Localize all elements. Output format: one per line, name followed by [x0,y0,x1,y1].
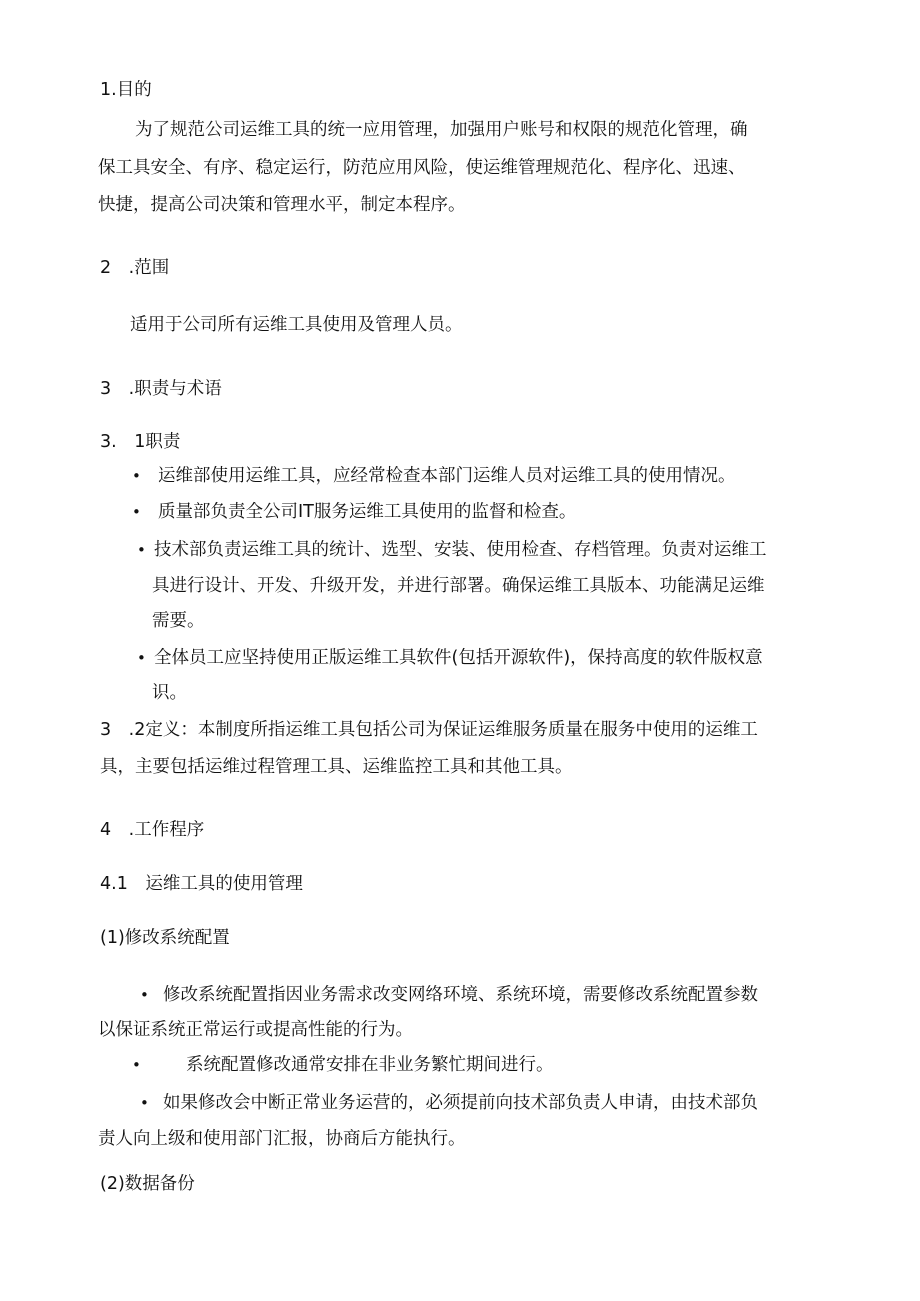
section-3-heading: 3 .职责与术语 [100,379,222,399]
bullet-marker: • [137,541,146,559]
section-4-1-heading: 4.1 运维工具的使用管理 [100,874,303,894]
section-2-heading: 2 .范围 [100,258,170,278]
section-1-para-line-2: 保工具安全、有序、稳定运行，防范应用风险，使运维管理规范化、程序化、迅速、 [98,158,746,178]
section-4-1-item-2-heading: (2)数据备份 [100,1174,195,1194]
section-3-2-line-2: 具，主要包括运维过程管理工具、运维监控工具和其他工具。 [100,757,573,777]
section-3-1-bullet-4-line-2: 识。 [152,683,187,703]
section-2-para: 适用于公司所有运维工具使用及管理人员。 [130,315,463,335]
section-3-1-bullet-3-line-2: 具进行设计、开发、升级开发，并进行部署。确保运维工具版本、功能满足运维 [152,576,765,596]
section-4-1-bullet-1-line-1: 修改系统配置指因业务需求改变网络环境、系统环境，需要修改系统配置参数 [163,985,758,1005]
section-4-heading: 4 .工作程序 [100,820,205,840]
section-3-1-bullet-3-line-1: 技术部负责运维工具的统计、选型、安装、使用检查、存档管理。负责对运维工 [154,540,767,560]
section-4-1-bullet-3-line-2: 责人向上级和使用部门汇报，协商后方能执行。 [98,1129,466,1149]
section-3-1-heading: 3. 1职责 [100,432,181,452]
bullet-marker: • [132,503,141,521]
section-4-1-bullet-1-line-2: 以保证系统正常运行或提高性能的行为。 [98,1020,413,1040]
section-1-para-line-3: 快捷，提高公司决策和管理水平，制定本程序。 [98,195,466,215]
bullet-marker: • [132,467,141,485]
bullet-marker: • [137,649,146,667]
bullet-marker: • [132,1056,141,1074]
section-3-1-bullet-3-line-3: 需要。 [152,611,205,631]
section-4-1-item-1-heading: (1)修改系统配置 [100,928,230,948]
section-3-1-bullet-4-line-1: 全体员工应坚持使用正版运维工具软件(包括开源软件)，保持高度的软件版权意 [154,648,763,668]
section-4-1-bullet-3-line-1: 如果修改会中断正常业务运营的，必须提前向技术部负责人申请，由技术部负 [163,1093,758,1113]
section-1-heading: 1.目的 [100,80,152,100]
bullet-marker: • [140,1094,149,1112]
section-3-2-line-1: 3 .2定义：本制度所指运维工具包括公司为保证运维服务质量在服务中使用的运维工 [100,720,758,740]
section-3-1-bullet-2: 质量部负责全公司IT服务运维工具使用的监督和检查。 [158,502,577,522]
bullet-marker: • [140,986,149,1004]
section-1-para-line-1: 为了规范公司运维工具的统一应用管理，加强用户账号和权限的规范化管理，确 [135,120,748,140]
section-3-1-bullet-1: 运维部使用运维工具，应经常检查本部门运维人员对运维工具的使用情况。 [158,466,736,486]
section-4-1-bullet-2: 系统配置修改通常安排在非业务繁忙期间进行。 [186,1055,554,1075]
